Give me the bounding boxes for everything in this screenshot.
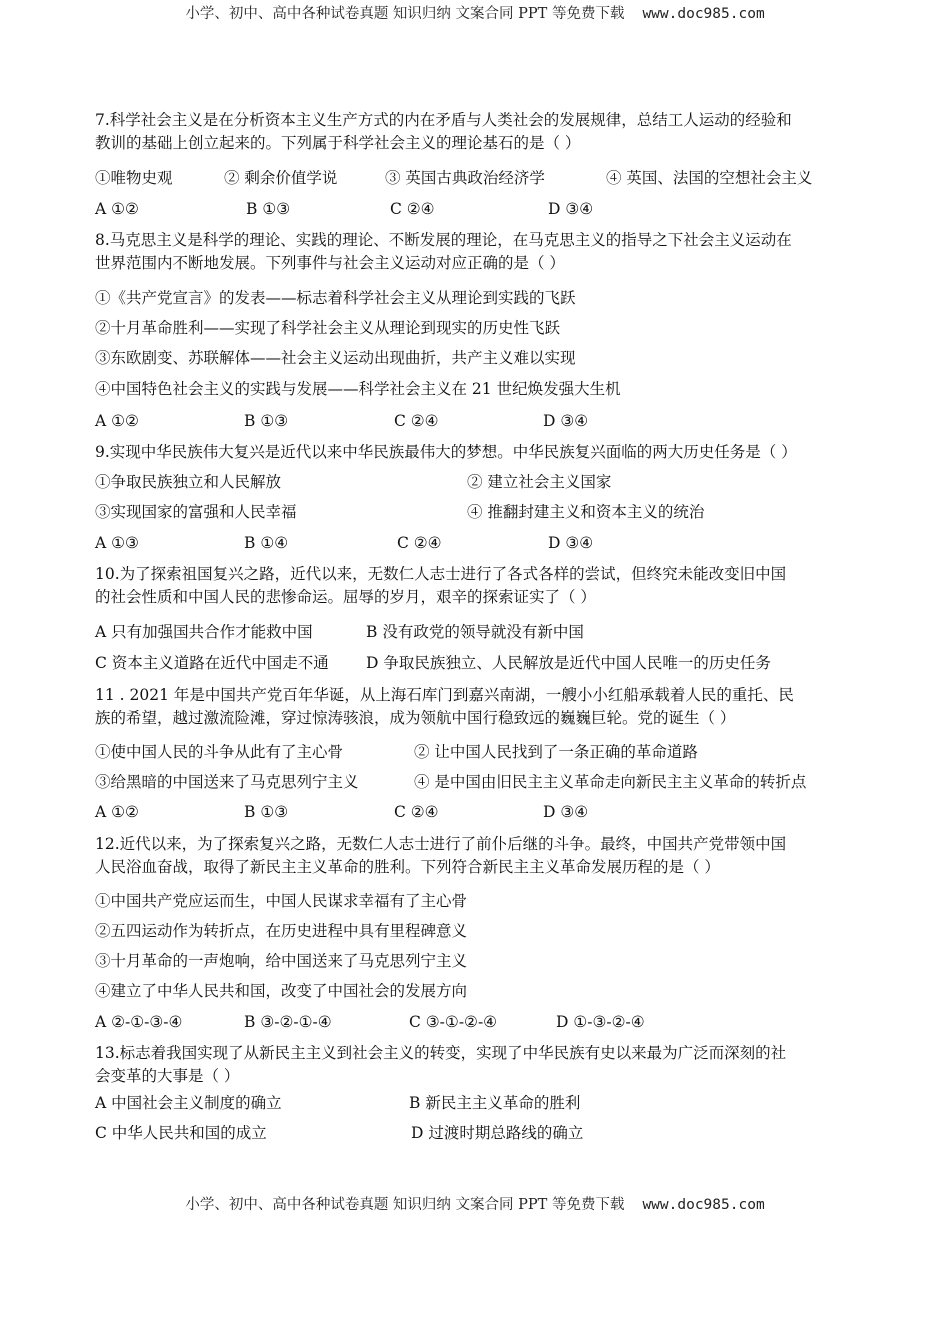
q7-stem-line2: 教训的基础上创立起来的。下列属于科学社会主义的理论基石的是（ ） [95,134,581,152]
q9-item-4: ④ 推翻封建主义和资本主义的统治 [467,503,705,521]
q11-stem-line1: 11 . 2021 年是中国共产党百年华诞，从上海石库门到嘉兴南湖，一艘小小红船承载着人民的重托、民 [95,686,794,704]
q9-choice-b: B ①④ [244,534,289,552]
q12-item-3: ③十月革命的一声炮响，给中国送来了马克思列宁主义 [95,952,468,970]
q7-choice-b: B ①③ [246,200,291,218]
q12-choice-b: B ③-②-①-④ [244,1013,332,1031]
q7-item-1: ①唯物史观 [95,169,173,187]
q8-item-2: ②十月革命胜利——实现了科学社会主义从理论到现实的历史性飞跃 [95,319,561,337]
q7-item-4: ④ 英国、法国的空想社会主义 [606,169,813,187]
q12-choice-a: A ②-①-③-④ [95,1013,183,1031]
q8-stem-line2: 世界范围内不断地发展。下列事件与社会主义运动对应正确的是（ ） [95,254,565,272]
q8-item-1: ①《共产党宣言》的发表——标志着科学社会主义从理论到实践的飞跃 [95,289,576,307]
q11-stem-line2: 族的希望，越过激流险滩，穿过惊涛骇浪，成为领航中国行稳致远的巍巍巨轮。党的诞生（ ） [95,709,736,727]
q9-choice-a: A ①③ [95,534,139,552]
footer-text: 小学、初中、高中各种试卷真题 知识归纳 文案合同 PPT 等免费下载 [185,1197,625,1213]
q9-choice-d: D ③④ [548,534,594,552]
q8-stem-line1: 8.马克思主义是科学的理论、实践的理论、不断发展的理论，在马克思主义的指导之下社会主义运动在 [95,231,792,249]
q7-choice-a: A ①② [95,200,139,218]
q10-stem-line1: 10.为了探索祖国复兴之路，近代以来，无数仁人志士进行了各式各样的尝试，但终究未能改变旧中国 [95,565,787,583]
q13-choice-c: C 中华人民共和国的成立 [95,1124,267,1142]
q7-item-2: ② 剩余价值学说 [224,169,338,187]
q11-item-3: ③给黑暗的中国送来了马克思列宁主义 [95,773,359,791]
q8-choice-a: A ①② [95,412,139,430]
q9-item-2: ② 建立社会主义国家 [467,473,612,491]
q9-stem: 9.实现中华民族伟大复兴是近代以来中华民族最伟大的梦想。中华民族复兴面临的两大历史任务是（ ） [95,443,797,461]
q12-item-1: ①中国共产党应运而生，中国人民谋求幸福有了主心骨 [95,892,468,910]
q10-choice-b: B 没有政党的领导就没有新中国 [366,623,584,641]
q13-choice-a: A 中国社会主义制度的确立 [95,1094,282,1112]
q8-choice-c: C ②④ [394,412,439,430]
q11-choice-c: C ②④ [394,803,439,821]
q8-choice-d: D ③④ [543,412,589,430]
q9-choice-c: C ②④ [397,534,442,552]
page-header [0,2,950,23]
q11-choice-d: D ③④ [543,803,589,821]
q12-stem-line1: 12.近代以来，为了探索复兴之路，无数仁人志士进行了前仆后继的斗争。最终，中国共产党带领中国 [95,835,787,853]
q7-item-3: ③ 英国古典政治经济学 [385,169,545,187]
q8-item-4: ④中国特色社会主义的实践与发展——科学社会主义在 21 世纪焕发强大生机 [95,380,621,398]
q11-item-2: ② 让中国人民找到了一条正确的革命道路 [414,743,698,761]
q9-item-1: ①争取民族独立和人民解放 [95,473,282,491]
q12-choice-c: C ③-①-②-④ [409,1013,498,1031]
q7-stem-line1: 7.科学社会主义是在分析资本主义生产方式的内在矛盾与人类社会的发展规律，总结工人运动的经验和 [95,111,792,129]
page-footer [0,1193,950,1214]
q8-item-3: ③东欧剧变、苏联解体——社会主义运动出现曲折，共产主义难以实现 [95,349,576,367]
q10-choice-c: C 资本主义道路在近代中国走不通 [95,654,329,672]
q10-choice-a: A 只有加强国共合作才能救中国 [95,623,313,641]
q11-item-1: ①使中国人民的斗争从此有了主心骨 [95,743,344,761]
q12-choice-d: D ①-③-②-④ [556,1013,645,1031]
q10-stem-line2: 的社会性质和中国人民的悲惨命运。屈辱的岁月，艰辛的探索证实了（ ） [95,588,596,606]
q7-choice-d: D ③④ [548,200,594,218]
q8-choice-b: B ①③ [244,412,289,430]
q12-item-4: ④建立了中华人民共和国，改变了中国社会的发展方向 [95,982,468,1000]
header-text: 小学、初中、高中各种试卷真题 知识归纳 文案合同 PPT 等免费下载 [185,6,625,22]
q10-choice-d: D 争取民族独立、人民解放是近代中国人民唯一的历史任务 [366,654,771,672]
q12-stem-line2: 人民浴血奋战，取得了新民主主义革命的胜利。下列符合新民主主义革命发展历程的是（ ） [95,858,720,876]
q7-choice-c: C ②④ [390,200,435,218]
q9-item-3: ③实现国家的富强和人民幸福 [95,503,297,521]
header-site[interactable]: www.doc985.com [642,6,765,22]
q11-item-4: ④ 是中国由旧民主主义革命走向新民主主义革命的转折点 [414,773,807,791]
q13-stem-line1: 13.标志着我国实现了从新民主主义到社会主义的转变，实现了中华民族有史以来最为广泛而深刻的社 [95,1044,787,1062]
footer-site[interactable]: www.doc985.com [642,1197,765,1213]
q13-stem-line2: 会变革的大事是（ ） [95,1067,240,1085]
q12-item-2: ②五四运动作为转折点，在历史进程中具有里程碑意义 [95,922,468,940]
q13-choice-b: B 新民主主义革命的胜利 [409,1094,581,1112]
q13-choice-d: D 过渡时期总路线的确立 [411,1124,584,1142]
q11-choice-b: B ①③ [244,803,289,821]
q11-choice-a: A ①② [95,803,139,821]
